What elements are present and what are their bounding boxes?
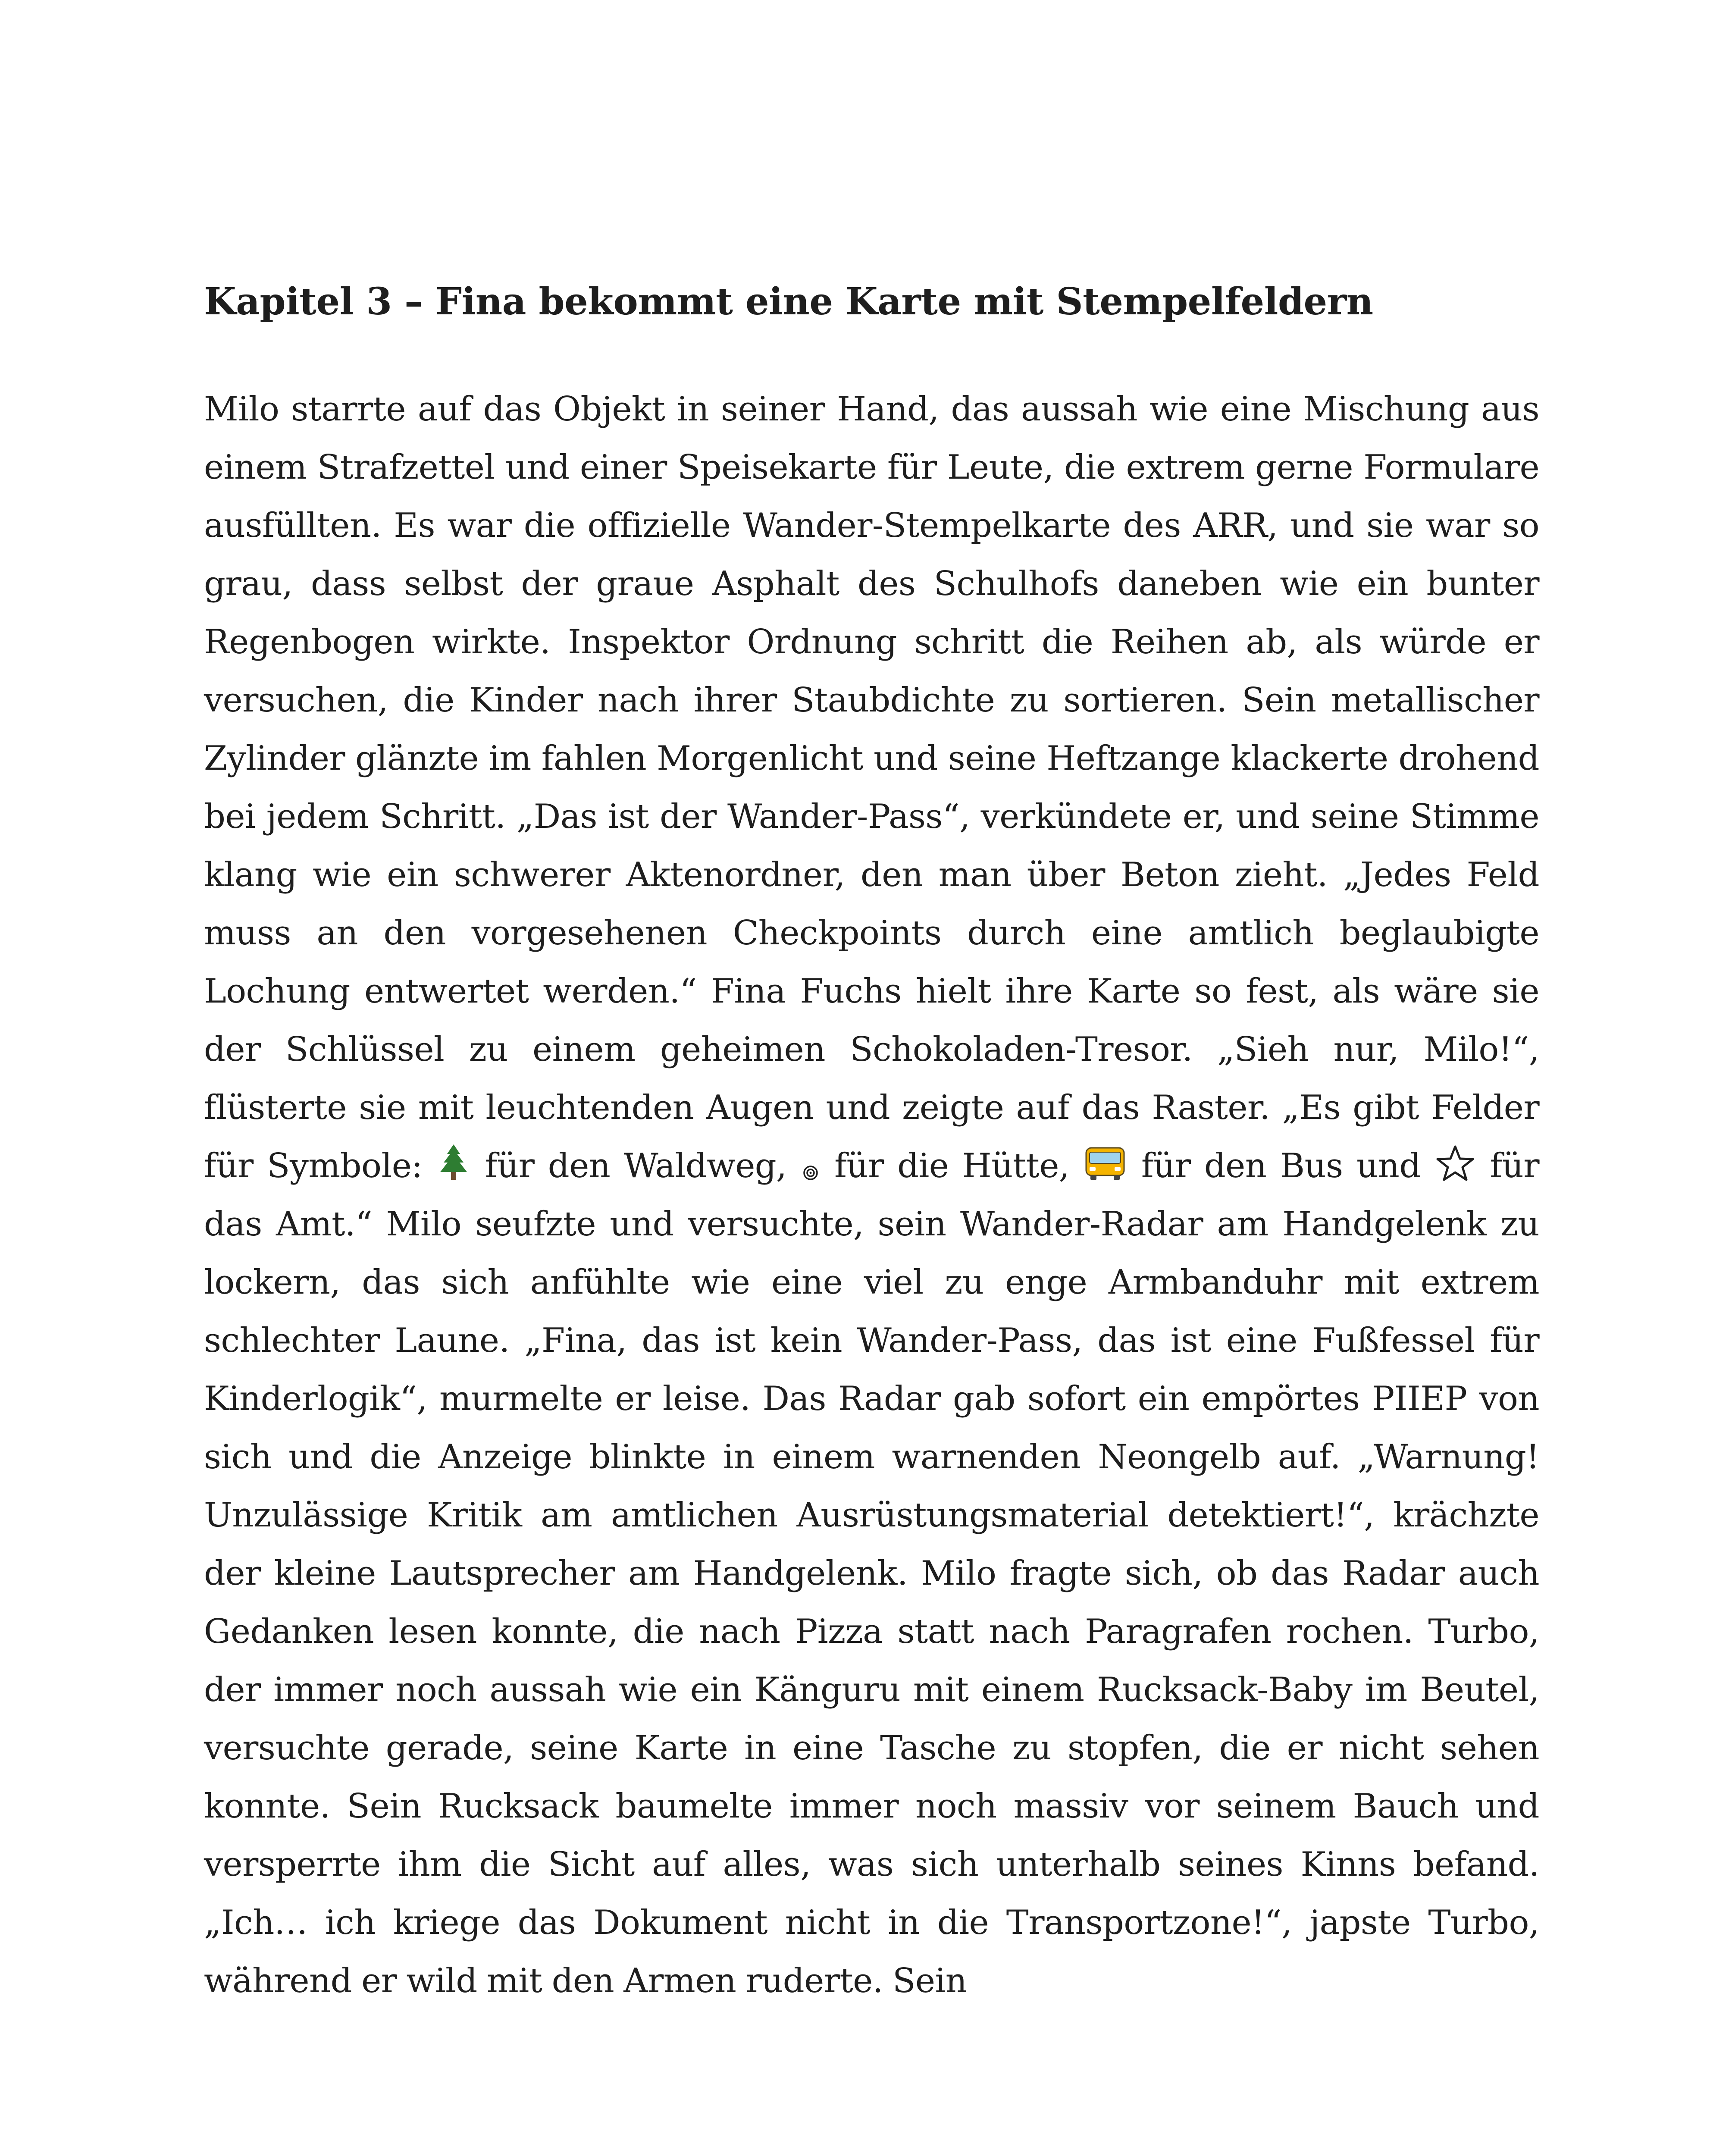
spiral-icon	[802, 1164, 819, 1181]
body-text-segment-1: Milo starrte auf das Objekt in seiner Hand, das aussah wie eine Mischung aus einem Strafzettel und einer Speisekarte für Leute, die extrem gerne Formulare ausfüllten. Es war die offizielle Wander-Stempelkarte des ARR, und sie war so grau, dass selbst der graue Asphalt des Schulhofs daneben wie ein bunter Regenbogen wirkte. Inspektor Ordnung schritt die Reihen ab, als würde er versuchen, die Kinder nach ihrer Staubdichte zu sortieren. Sein metallischer Zylinder glänzte im fahlen Morgenlicht und seine Heftzange klackerte drohend bei jedem Schritt. „Das ist der Wander-Pass“, verkündete er, und seine Stimme klang wie ein schwerer Aktenordner, den man über Beton zieht. „Jedes Feld muss an den vorgesehenen Checkpoints durch eine amtlich beglaubigte Lochung entwertet werden.“ Fina Fuchs hielt ihre Karte so fest, als wäre sie der Schlüssel zu einem geheimen Schokoladen-Tresor. „Sieh nur, Milo!“, flüsterte sie mit leuchtenden Augen und zeigte auf das Raster. „Es gibt Felder für Symbole:	[204, 390, 1539, 1185]
bus-icon	[1084, 1145, 1126, 1181]
body-paragraph	[204, 380, 1539, 2010]
page-content	[204, 276, 1539, 2010]
body-text-segment-4: für den Bus und	[1141, 1147, 1421, 1185]
body-text-segment-5: für das Amt.“ Milo seufzte und versuchte, sein Wander-Radar am Handgelenk zu lockern, das sich anfühlte wie eine viel zu enge Armbanduhr mit extrem schlechter Laune. „Fina, das ist kein Wander-Pass, das ist eine Fußfessel für Kinderlogik“, murmelte er leise. Das Radar gab sofort ein empörtes PIIEP von sich und die Anzeige blinkte in einem warnenden Neongelb auf. „Warnung! Unzulässige Kritik am amtlichen Ausrüstungsmaterial detektiert!“, krächzte der kleine Lautsprecher am Handgelenk. Milo fragte sich, ob das Radar auch Gedanken lesen konnte, die nach Pizza statt nach Paragrafen rochen. Turbo, der immer noch aussah wie ein Känguru mit einem Rucksack-Baby im Beutel, versuchte gerade, seine Karte in eine Tasche zu stopfen, die er nicht sehen konnte. Sein Rucksack baumelte immer noch massiv vor seinem Bauch und versperrte ihm die Sicht auf alles, was sich unterhalb seines Kinns befand. „Ich… ich kriege das Dokument nicht in die Transportzone!“, japste Turbo, während er wild mit den Armen ruderte. Sein	[204, 1147, 1539, 2000]
body-text-segment-2: für den Waldweg,	[485, 1147, 787, 1185]
body-text-segment-3: für die Hütte,	[834, 1147, 1070, 1185]
chapter-title: Kapitel 3 – Fina bekommt eine Karte mit Stempelfeldern	[204, 280, 1373, 323]
evergreen-tree-icon	[438, 1144, 470, 1181]
star-outline-icon	[1436, 1144, 1475, 1181]
